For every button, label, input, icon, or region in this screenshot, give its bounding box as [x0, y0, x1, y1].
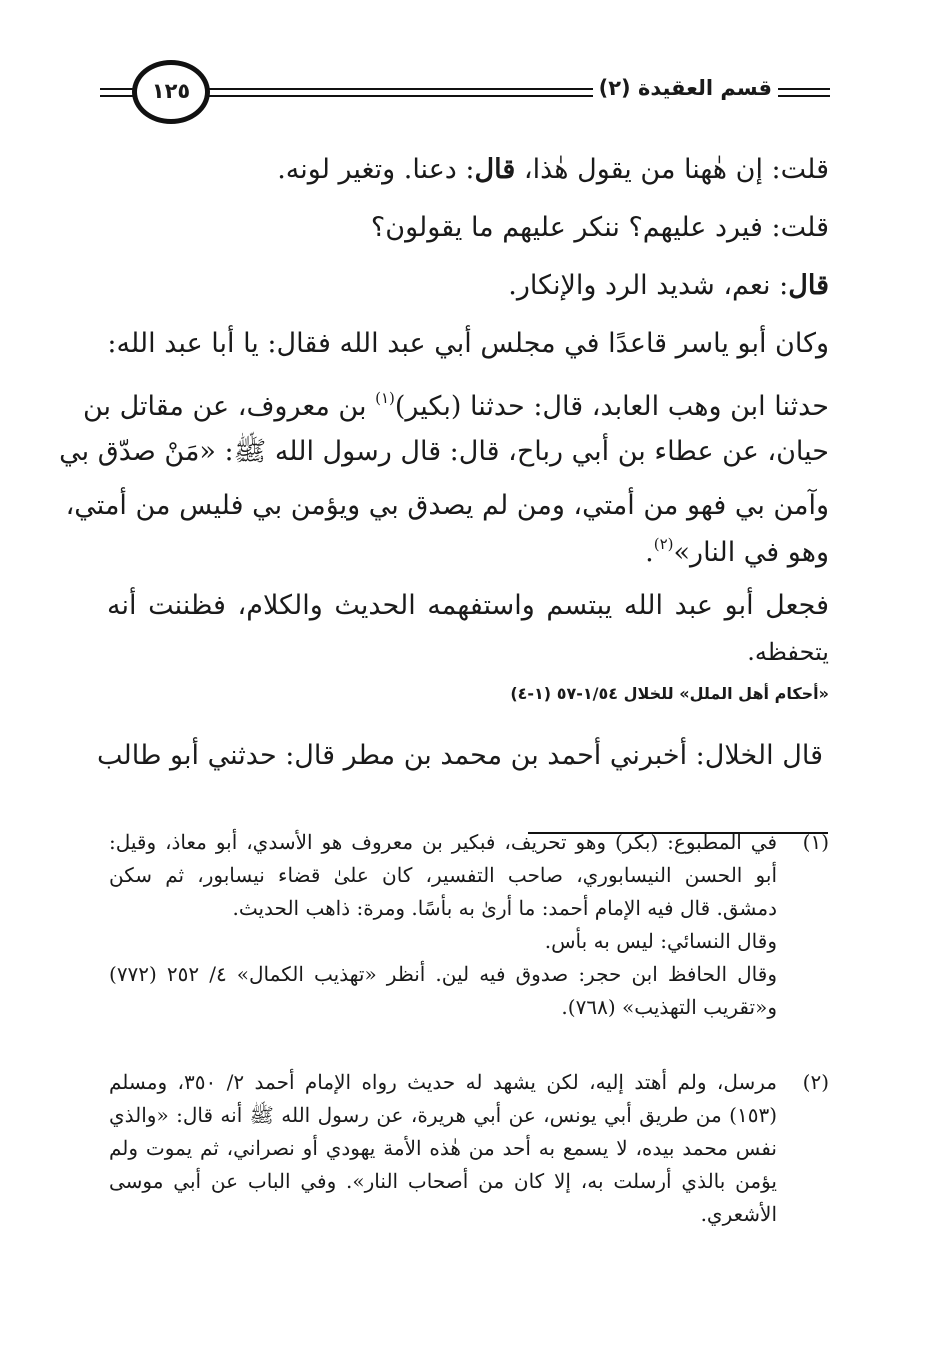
speaker-label: قال	[474, 154, 516, 185]
footnote-line: (١٥٣) من طريق أبي يونس، عن أبي هريرة، عن رسول الله ﷺ أنه قال: «والذي	[109, 1103, 777, 1127]
text-line	[82, 376, 829, 429]
running-title: قسم العقيدة (٢)	[593, 76, 778, 100]
text-span: قلت: إن هٰهنا من يقول هٰذا،	[515, 154, 829, 185]
text-line: يتحفظه.	[747, 638, 829, 666]
text-line: حيان، عن عطاء بن أبي رباح، قال: قال رسول الله ﷺ: «مَنْ صدّق بي	[59, 436, 829, 467]
footnote-line: دمشق. قال فيه الإمام أحمد: ما أرىٰ به بأسًا. ومرة: ذاهب الحديث.	[232, 896, 777, 920]
text-span: بن معروف، عن مقاتل بن	[82, 391, 376, 422]
footnote-line: و«تقريب التهذيب» (٧٦٨).	[561, 995, 777, 1019]
footnote-1	[109, 826, 829, 1024]
footnote-line: مرسل، ولم أهتد إليه، لكن يشهد له حديث رواه الإمام أحمد ٢/ ٣٥٠، ومسلم	[109, 1070, 777, 1094]
footnote-2	[109, 1066, 829, 1231]
footnote-ref: (١)	[375, 389, 395, 407]
footnote-line: وقال النسائي: ليس به بأس.	[544, 929, 777, 953]
footnote-line: نفس محمد بيده، لا يسمع به أحد من هٰذه الأمة يهودي أو نصراني، ثم يموت ولم	[109, 1136, 777, 1160]
text-span: : نعم، شديد الرد والإنكار.	[508, 270, 789, 301]
text-span: .	[645, 537, 654, 568]
footnote-number: (٢)	[802, 1070, 829, 1094]
page-header	[100, 58, 830, 130]
footnote-line: الأشعري.	[700, 1202, 777, 1226]
text-line	[277, 148, 829, 192]
text-line: فجعل أبو عبد الله يبتسم واستفهمه الحديث والكلام، فظننت أنه	[107, 590, 829, 621]
text-line: وكان أبو ياسر قاعدًا في مجلس أبي عبد الله فقال: يا أبا عبد الله:	[107, 328, 829, 359]
page-number-badge	[132, 60, 210, 124]
page-number: ١٢٥	[151, 79, 191, 103]
speaker-label: قال	[788, 270, 829, 301]
text-span: : دعنا. وتغير لونه.	[277, 154, 475, 185]
footnote-line: يؤمن بالذي أرسلت به، إلا كان من أصحاب النار». وفي الباب عن أبي موسى	[109, 1169, 777, 1193]
text-line	[645, 522, 829, 575]
text-span: حدثنا ابن وهب العابد، قال: حدثنا (بكير)	[394, 391, 829, 422]
footnote-ref: (٢)	[653, 535, 674, 553]
text-line: قال الخلال: أخبرني أحمد بن محمد بن مطر قال: حدثني أبو طالب	[97, 740, 823, 771]
footnote-line: وقال الحافظ ابن حجر: صدوق فيه لين. أنظر «تهذيب الكمال» ٤/ ٢٥٢ (٧٧٢)	[109, 962, 777, 986]
footnote-line: أبو الحسن النيسابوري، صاحب التفسير، كان علىٰ قضاء نيسابور، ثم سكن	[109, 863, 777, 887]
footnote-number: (١)	[802, 830, 829, 854]
source-reference: «أحكام أهل الملل» للخلال ١/٥٤-٥٧ (١-٤)	[510, 684, 829, 703]
text-line: وآمن بي فهو من أمتي، ومن لم يصدق بي ويؤمن بي فليس من أمتي،	[65, 490, 829, 521]
footnote-line: في المطبوع: (بكر) وهو تحريف، فبكير بن معروف هو الأسدي، أبو معاذ، وقيل:	[109, 830, 777, 854]
text-span: وهو في النار»	[673, 537, 829, 568]
text-line: قلت: فيرد عليهم؟ ننكر عليهم ما يقولون؟	[370, 212, 829, 243]
text-line	[508, 264, 829, 308]
